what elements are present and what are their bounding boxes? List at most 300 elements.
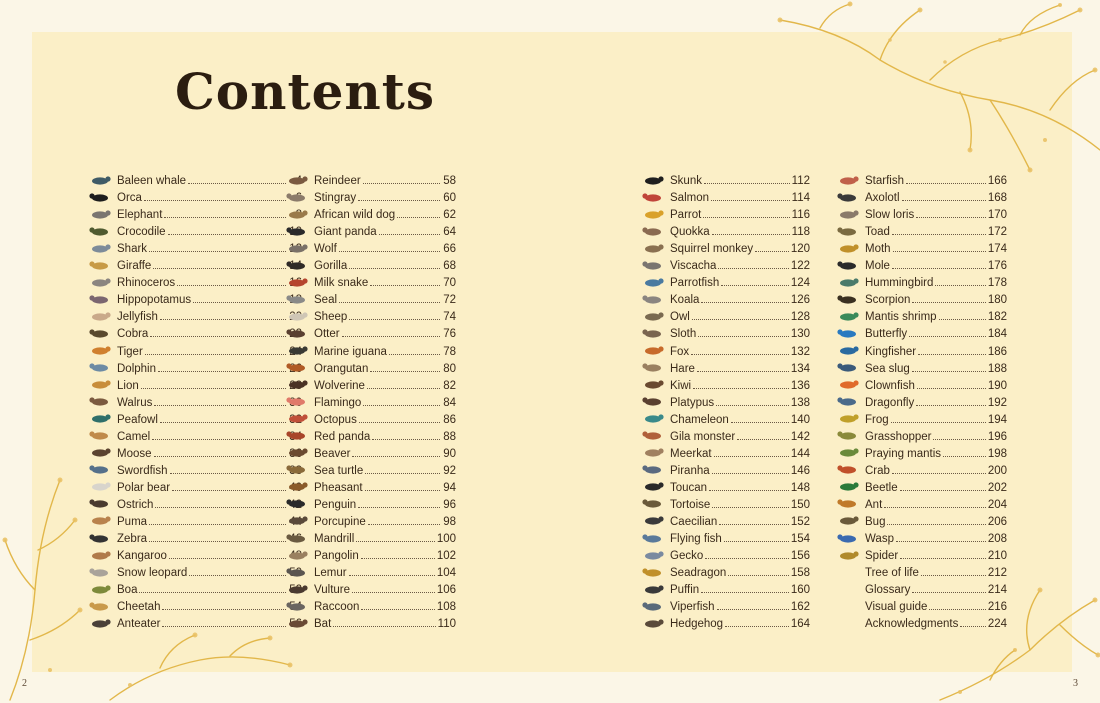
entry-title: Bat [314,618,332,631]
contents-entry[interactable] [284,289,456,306]
sea-turtle-icon [284,463,310,477]
entry-page-number: 130 [790,328,810,341]
wild-dog-icon [284,207,310,221]
contents-entry[interactable] [835,238,1007,255]
entry-page-number: 224 [987,618,1007,631]
contents-entry[interactable] [835,306,1007,323]
contents-entry[interactable] [87,323,302,340]
dot-leader [917,388,986,389]
contents-entry[interactable] [284,323,456,340]
contents-entry[interactable] [835,460,1007,477]
lemur-icon [284,565,310,579]
contents-entry[interactable] [284,306,456,323]
dot-leader [365,490,440,491]
contents-entry[interactable] [284,579,456,596]
entry-page-number: 72 [443,294,456,307]
wolverine-icon [284,378,310,392]
parrotfish-icon [640,275,666,289]
dot-leader [397,217,440,218]
entry-title: Scorpion [865,294,911,307]
entry-title: Cobra [117,328,149,341]
contents-entry[interactable] [640,511,810,528]
entry-title: Gecko [670,550,704,563]
contents-entry[interactable] [640,426,810,443]
dot-leader [900,558,986,559]
contents-entry[interactable] [284,409,456,426]
entry-page-number: 114 [791,192,810,205]
contents-entry[interactable] [284,613,456,630]
walrus-icon [87,395,113,409]
contents-entry[interactable] [87,562,302,579]
dot-leader [363,405,440,406]
dot-leader [389,354,440,355]
dot-leader [697,371,789,372]
entry-page-number: 210 [987,550,1007,563]
contents-entry[interactable] [835,511,1007,528]
seal-icon [284,292,310,306]
contents-entry[interactable] [640,272,810,289]
dot-leader [909,336,986,337]
entry-title: Tree of life [865,567,919,580]
entry-page-number: 156 [790,550,810,563]
contents-entry[interactable] [284,255,456,272]
entry-page-number: 166 [987,175,1007,188]
entry-title: Ant [865,498,883,511]
contents-entry[interactable] [284,340,456,357]
contents-entry[interactable] [835,477,1007,494]
clownfish-icon [835,378,861,392]
entry-title: Sloth [670,328,697,341]
entry-page-number: 78 [443,345,456,358]
entry-page-number: 124 [790,277,810,290]
contents-entry[interactable] [284,443,456,460]
dot-leader [900,490,986,491]
page-title: Contents [175,62,436,121]
zebra-icon [87,531,113,545]
dragonfly-icon [835,395,861,409]
moose-icon [87,446,113,460]
contents-entry[interactable] [87,306,302,323]
contents-entry[interactable] [640,528,810,545]
contents-entry[interactable] [835,494,1007,511]
bug-icon [835,514,861,528]
dot-leader [691,354,789,355]
entry-title: Boa [117,584,138,597]
contents-entry[interactable] [284,511,456,528]
contents-entry[interactable] [87,579,302,596]
contents-entry[interactable] [284,392,456,409]
dot-leader [755,251,789,252]
contents-entry[interactable] [835,255,1007,272]
dot-leader [718,268,788,269]
contents-entry[interactable] [835,289,1007,306]
peafowl-icon [87,412,113,426]
entry-page-number: 160 [790,584,810,597]
entry-title: Meerkat [670,447,712,460]
contents-entry[interactable] [640,170,810,187]
contents-entry[interactable] [835,613,1007,630]
milk-snake-icon [284,275,310,289]
dot-leader [902,200,986,201]
contents-entry[interactable] [87,340,302,357]
contents-entry[interactable] [835,409,1007,426]
dot-leader [164,217,286,218]
entry-page-number: 100 [436,533,456,546]
seadragon-icon [640,565,666,579]
contents-entry[interactable] [87,255,302,272]
beaver-icon [284,446,310,460]
dot-leader [368,524,440,525]
contents-entry[interactable] [835,545,1007,562]
contents-entry[interactable] [87,392,302,409]
contents-entry[interactable] [640,340,810,357]
entry-title: Spider [865,550,899,563]
entry-page-number: 212 [987,567,1007,580]
contents-entry[interactable] [87,545,302,562]
kiwi-icon [640,378,666,392]
contents-entry[interactable] [640,392,810,409]
starfish-icon [835,173,861,187]
contents-entry[interactable] [640,221,810,238]
entry-title: Sheep [314,311,348,324]
entry-title: African wild dog [314,209,396,222]
dot-leader [365,473,440,474]
ostrich-icon [87,497,113,511]
contents-entry[interactable] [284,238,456,255]
entry-title: Marine iguana [314,345,387,358]
dot-leader [960,626,985,627]
entry-page-number: 206 [987,515,1007,528]
flamingo-icon [284,395,310,409]
dot-leader [704,183,790,184]
entry-title: Mole [865,260,890,273]
contents-entry[interactable] [87,613,302,630]
contents-entry[interactable] [640,323,810,340]
otter-icon [284,326,310,340]
entry-title: Milk snake [314,277,369,290]
entry-title: Gila monster [670,430,736,443]
contents-entry[interactable] [284,596,456,613]
contents-entry[interactable] [835,375,1007,392]
quokka-icon [640,224,666,238]
giraffe-icon [87,258,113,272]
coral-decoration-top-right-icon [760,0,1100,190]
entry-title: Dragonfly [865,396,915,409]
contents-entry[interactable] [87,426,302,443]
flying-fish-icon [640,531,666,545]
entry-page-number: 216 [987,601,1007,614]
contents-entry[interactable] [284,460,456,477]
entry-page-number: 134 [790,362,810,375]
entry-page-number: 106 [436,584,456,597]
contents-entry[interactable] [640,375,810,392]
entry-title: Kangaroo [117,550,167,563]
entry-page-number: 94 [443,481,456,494]
contents-entry[interactable] [87,511,302,528]
contents-entry[interactable] [835,323,1007,340]
contents-entry[interactable] [835,358,1007,375]
dot-leader [891,422,986,423]
contents-entry[interactable] [640,289,810,306]
entry-page-number: 70 [443,277,456,290]
ant-icon [835,497,861,511]
dot-leader [153,268,286,269]
bat-icon [284,616,310,630]
entry-page-number: 174 [987,243,1007,256]
cheetah-icon [87,599,113,613]
contents-entry[interactable] [284,375,456,392]
entry-page-number: 122 [790,260,810,273]
puma-icon [87,514,113,528]
contents-entry[interactable] [835,221,1007,238]
contents-entry[interactable] [640,358,810,375]
entry-page-number: 128 [790,311,810,324]
contents-entry[interactable] [640,238,810,255]
entry-title: Ostrich [117,498,154,511]
dot-leader [892,473,986,474]
entry-page-number: 58 [443,175,456,188]
entry-page-number: 132 [790,345,810,358]
lion-icon [87,378,113,392]
entry-title: Swordfish [117,464,168,477]
contents-entry[interactable] [87,409,302,426]
gorilla-icon [284,258,310,272]
contents-entry[interactable] [835,426,1007,443]
entry-page-number: 60 [443,192,456,205]
entry-title: Stingray [314,192,357,205]
hedgehog-icon [640,616,666,630]
contents-entry[interactable] [640,596,810,613]
dot-leader [349,319,440,320]
contents-entry[interactable] [640,204,810,221]
contents-entry[interactable] [284,358,456,375]
dot-leader [154,456,286,457]
entry-page-number: 154 [790,533,810,546]
dot-leader [721,285,789,286]
contents-entry[interactable] [87,204,302,221]
entry-title: Visual guide [865,601,928,614]
entry-title: Pangolin [314,550,359,563]
contents-entry[interactable] [87,289,302,306]
sheep-icon [284,309,310,323]
entry-page-number: 68 [443,260,456,273]
contents-entry[interactable] [87,494,302,511]
entry-page-number: 102 [436,550,456,563]
contents-entry[interactable] [640,443,810,460]
contents-entry[interactable] [284,562,456,579]
contents-entry[interactable] [284,426,456,443]
entry-title: Tortoise [670,498,711,511]
entry-title: Beetle [865,481,898,494]
dot-leader [358,200,440,201]
contents-entry[interactable] [87,272,302,289]
entry-page-number: 186 [987,345,1007,358]
dot-leader [896,541,986,542]
dot-leader [149,524,286,525]
entry-title: Snow leopard [117,567,188,580]
contents-entry[interactable] [87,477,302,494]
entry-title: Lemur [314,567,347,580]
contents-entry[interactable] [835,340,1007,357]
contents-entry[interactable] [87,443,302,460]
contents-entry[interactable] [835,562,1007,579]
contents-entry[interactable] [640,306,810,323]
contents-entry[interactable] [835,170,1007,187]
parrot-icon [640,207,666,221]
dot-leader [705,558,789,559]
scorpion-icon [835,292,861,306]
octopus-icon [284,412,310,426]
contents-column-2 [284,170,456,630]
entry-page-number: 184 [987,328,1007,341]
camel-icon [87,429,113,443]
contents-entry[interactable] [640,460,810,477]
dot-leader [145,354,286,355]
contents-entry[interactable] [284,170,456,187]
contents-entry[interactable] [835,443,1007,460]
entry-title: Dolphin [117,362,156,375]
contents-entry[interactable] [835,392,1007,409]
contents-entry[interactable] [284,272,456,289]
contents-entry[interactable] [87,528,302,545]
contents-entry[interactable] [835,596,1007,613]
entry-title: Sea turtle [314,464,364,477]
dot-leader [349,268,440,269]
pangolin-icon [284,548,310,562]
entry-title: Puffin [670,584,700,597]
entry-title: Baleen whale [117,175,187,188]
entry-page-number: 162 [790,601,810,614]
porcupine-icon [284,514,310,528]
entry-page-number: 202 [987,481,1007,494]
contents-entry[interactable] [835,528,1007,545]
contents-entry[interactable] [87,375,302,392]
entry-title: Beaver [314,447,351,460]
slow-loris-icon [835,207,861,221]
platypus-icon [640,395,666,409]
dot-leader [339,251,440,252]
entry-page-number: 192 [987,396,1007,409]
kangaroo-icon [87,548,113,562]
contents-entry[interactable] [640,613,810,630]
dot-leader [169,558,286,559]
entry-title: Crab [865,464,890,477]
contents-entry[interactable] [640,494,810,511]
contents-entry[interactable] [640,255,810,272]
dot-leader [359,422,440,423]
contents-entry[interactable] [284,494,456,511]
entry-title: Jellyfish [117,311,158,324]
entry-title: Moose [117,447,152,460]
fox-icon [640,344,666,358]
entry-page-number: 136 [790,379,810,392]
skunk-icon [640,173,666,187]
entry-title: Parrot [670,209,702,222]
entry-title: Tiger [117,345,143,358]
dot-leader [737,439,789,440]
dot-leader [370,371,440,372]
entry-title: Axolotl [865,192,900,205]
dot-leader [144,200,286,201]
contents-entry[interactable] [284,187,456,204]
entry-page-number: 170 [987,209,1007,222]
contents-entry[interactable] [640,579,810,596]
contents-entry[interactable] [640,187,810,204]
contents-entry[interactable] [87,170,302,187]
entry-page-number: 142 [790,430,810,443]
contents-entry[interactable] [87,358,302,375]
contents-entry[interactable] [284,528,456,545]
contents-entry[interactable] [835,579,1007,596]
entry-page-number: 214 [987,584,1007,597]
gecko-icon [640,548,666,562]
contents-entry[interactable] [284,204,456,221]
entry-title: Fox [670,345,690,358]
entry-page-number: 140 [790,413,810,426]
dot-leader [352,456,440,457]
dot-leader [155,507,286,508]
contents-entry[interactable] [87,238,302,255]
dot-leader [150,336,286,337]
entry-title: Slow loris [865,209,915,222]
entry-title: Rhinoceros [117,277,176,290]
owl-icon [640,309,666,323]
entry-title: Mantis shrimp [865,311,937,324]
dot-leader [692,319,789,320]
entry-title: Owl [670,311,690,324]
contents-entry[interactable] [284,477,456,494]
entry-title: Piranha [670,464,710,477]
entry-page-number: 194 [987,413,1007,426]
entry-title: Wolf [314,243,337,256]
contents-entry[interactable] [87,460,302,477]
contents-entry[interactable] [640,409,810,426]
contents-entry[interactable] [87,187,302,204]
grasshopper-icon [835,429,861,443]
dot-leader [361,609,434,610]
entry-page-number: 80 [443,362,456,375]
dot-leader [716,405,789,406]
squirrel-monkey-icon [640,241,666,255]
contents-entry[interactable] [284,221,456,238]
contents-entry[interactable] [87,221,302,238]
dot-leader [149,541,286,542]
contents-entry[interactable] [640,545,810,562]
entry-title: Starfish [865,175,904,188]
iguana-icon [284,344,310,358]
entry-page-number: 200 [987,464,1007,477]
dot-leader [162,609,286,610]
panda-icon [284,224,310,238]
contents-entry[interactable] [835,187,1007,204]
vulture-icon [284,582,310,596]
contents-entry[interactable] [835,272,1007,289]
polar-bear-icon [87,480,113,494]
contents-entry[interactable] [640,562,810,579]
koala-icon [640,292,666,306]
dot-leader [933,439,985,440]
entry-title: Seal [314,294,338,307]
contents-entry[interactable] [640,477,810,494]
raccoon-icon [284,599,310,613]
contents-entry[interactable] [835,204,1007,221]
praying-mantis-icon [835,446,861,460]
contents-entry[interactable] [87,596,302,613]
entry-page-number: 116 [791,209,810,222]
wasp-icon [835,531,861,545]
contents-entry[interactable] [284,545,456,562]
dot-leader [177,285,286,286]
